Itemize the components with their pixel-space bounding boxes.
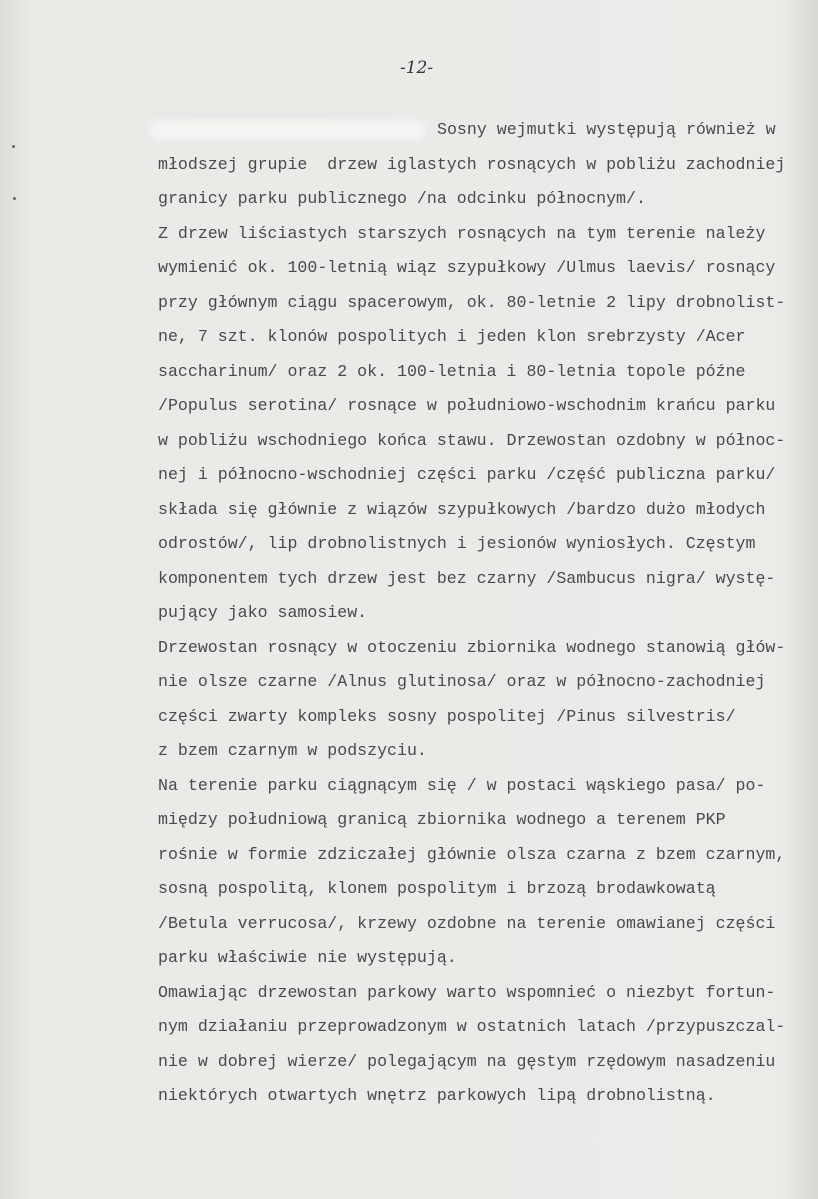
text-line: niektórych otwartych wnętrz parkowych lipą drobnolistną.: [158, 1086, 716, 1105]
text-line: odrostów/, lip drobnolistnych i jesionów wyniosłych. Częstym: [158, 534, 756, 553]
text-line: Sosny wejmutki występują również w: [437, 120, 776, 139]
text-line: przy głównym ciągu spacerowym, ok. 80-letnie 2 lipy drobnolist-: [158, 292, 786, 312]
text-line: saccharinum/ oraz 2 ok. 100-letnia i 80-letnia topole późne: [158, 361, 746, 381]
typewritten-body: [158, 113, 818, 1114]
text-line: komponentem tych drzew jest bez czarny /Sambucus nigra/ wystę-: [158, 568, 776, 588]
text-line: parku właściwie nie występują.: [158, 948, 457, 967]
page-number: -12-: [400, 58, 434, 78]
text-line: Omawiając drzewostan parkowy warto wspomnieć o niezbyt fortun-: [158, 982, 776, 1002]
text-line: Z drzew liściastych starszych rosnących na tym terenie należy: [158, 223, 766, 243]
text-line: ne, 7 szt. klonów pospolitych i jeden klon srebrzysty /Acer: [158, 327, 746, 346]
text-line: sosną pospolitą, klonem pospolitym i brzozą brodawkowatą: [158, 879, 716, 898]
text-line: Drzewostan rosnący w otoczeniu zbiornika wodnego stanowią głów-: [158, 637, 786, 657]
text-line: nie w dobrej wierze/ polegającym na gęstym rzędowym nasadzeniu: [158, 1051, 776, 1071]
text-line: w pobliżu wschodniego końca stawu. Drzewostan ozdobny w północ-: [158, 430, 786, 450]
text-line: nie olsze czarne /Alnus glutinosa/ oraz w północno-zachodniej: [158, 672, 766, 691]
text-line: wymienić ok. 100-letnią wiąz szypułkowy /Ulmus laevis/ rosnący: [158, 258, 776, 277]
text-line: nej i północno-wschodniej części parku /część publiczna parku/: [158, 465, 776, 484]
text-line: granicy parku publicznego /na odcinku północnym/.: [158, 189, 646, 208]
text-line: młodszej grupie drzew iglastych rosnących w pobliżu zachodniej: [158, 154, 786, 174]
punch-mark: [12, 145, 15, 148]
text-line: /Betula verrucosa/, krzewy ozdobne na terenie omawianej części: [158, 913, 776, 933]
text-line: nym działaniu przeprowadzonym w ostatnich latach /przypuszczal-: [158, 1017, 786, 1036]
text-line: rośnie w formie zdziczałej głównie olsza czarna z bzem czarnym,: [158, 844, 786, 864]
text-line: /Populus serotina/ rosnące w południowo-wschodnim krańcu parku: [158, 396, 776, 415]
text-line: składa się głównie z wiązów szypułkowych /bardzo dużo młodych: [158, 499, 766, 519]
text-line: z bzem czarnym w podszyciu.: [158, 741, 427, 760]
text-line: Na terenie parku ciągnącym się / w postaci wąskiego pasa/ po-: [158, 775, 766, 795]
punch-mark: [13, 197, 16, 200]
text-line: pujący jako samosiew.: [158, 603, 368, 622]
text-line: części zwarty kompleks sosny pospolitej /Pinus silvestris/: [158, 706, 736, 726]
text-line: między południową granicą zbiornika wodnego a terenem PKP: [158, 810, 726, 829]
